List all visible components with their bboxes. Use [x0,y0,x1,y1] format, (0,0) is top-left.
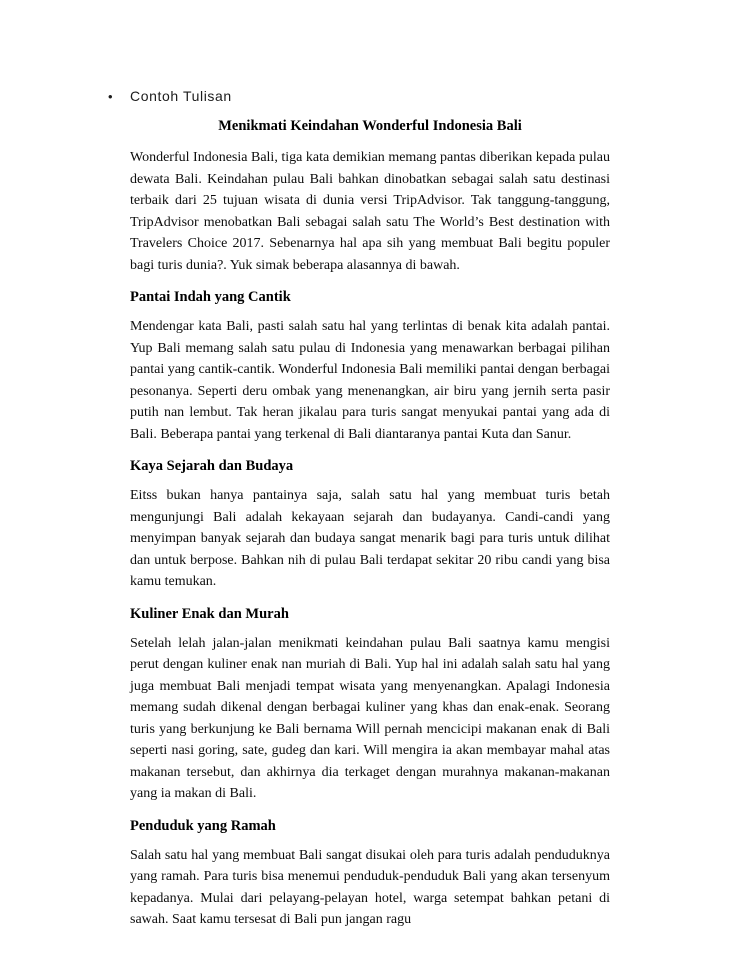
section-paragraph-kuliner: Setelah lelah jalan-jalan menikmati keindahan pulau Bali saatnya kamu mengisi perut dengan kuliner enak nan muriah di Bali. Yup hal ini adalah salah satu hal yang juga membuat Bali menjadi tempat wisata yang menyenangkan. Apalagi Indonesia memang sudah dikenal dengan berbagai kuliner yang khas dan enak-enak. Seorang turis yang berkunjung ke Bali bernama Will pernah mencicipi makanan enak di Bali seperti nasi goring, sate, gudeg dan kari. Will mengira ia akan membayar mahal atas makanan tersebut, dan akhirnya dia terkaget dengan murahnya makanan-makanan yang ia makan di Bali. [130,635,610,801]
section-paragraph-penduduk: Salah satu hal yang membuat Bali sangat disukai oleh para turis adalah penduduknya yang ramah. Para turis bisa menemui penduduk-penduduk Bali yang akan tersenyum kepadanya. Mulai dari pelayang-pelayan hotel, warga setempat bahkan petani di sawah. Saat kamu tersesat di Bali pun jangan ragu [130,847,610,927]
intro-paragraph: Wonderful Indonesia Bali, tiga kata demikian memang pantas diberikan kepada pulau dewata Bali. Keindahan pulau Bali bahkan dinobatkan sebagai salah satu destinasi terbaik dari 25 tujuan wisata di dunia versi TripAdvisor. Tak tanggung-tanggung, TripAdvisor menobatkan Bali sebagai salah satu The World’s Best destination with Travelers Choice 2017. Sebenarnya hal apa sih yang membuat Bali begitu populer bagi turis dunia?. Yuk simak beberapa alasannya di bawah. [130,150,610,273]
document-title: Menikmati Keindahan Wonderful Indonesia Bali [218,118,522,134]
list-item-label: Contoh Tulisan [130,88,232,104]
section-heading-penduduk: Penduduk yang Ramah [130,817,276,834]
section-heading-pantai: Pantai Indah yang Cantik [130,289,291,305]
section-heading-sejarah: Kaya Sejarah dan Budaya [130,458,294,474]
section-paragraph-sejarah: Eitss bukan hanya pantainya saja, salah satu hal yang membuat turis betah mengunjungi Bali adalah kekayaan sejarah dan budayanya. Candi-candi yang menyimpan banyak sejarah dan budaya sangat menarik bagi para turis untuk dilihat dan untuk berpose. Bahkan nih di pulau Bali terdapat sekitar 20 ribu candi yang bisa kamu temukan. [130,488,610,589]
section-paragraph-pantai: Mendengar kata Bali, pasti salah satu hal yang terlintas di benak kita adalah pantai. Yup Bali memang salah satu pulau di Indonesia yang menawarkan berbagai pilihan pantai yang cantik-cantik. Wonderful Indonesia Bali memiliki pantai dengan berbagai pesonanya. Seperti deru ombak yang menenangkan, air biru yang jernih serta pasir putih nan lembut. Tak heran jikalau para turis sangat menyukai pantai yang ada di Bali. Beberapa pantai yang terkenal di Bali diantaranya pantai Kuta dan Sanur. [130,319,610,442]
bulleted-list-item [108,88,610,104]
section-heading-kuliner: Kuliner Enak dan Murah [130,605,289,622]
bullet-icon: • [108,89,114,104]
